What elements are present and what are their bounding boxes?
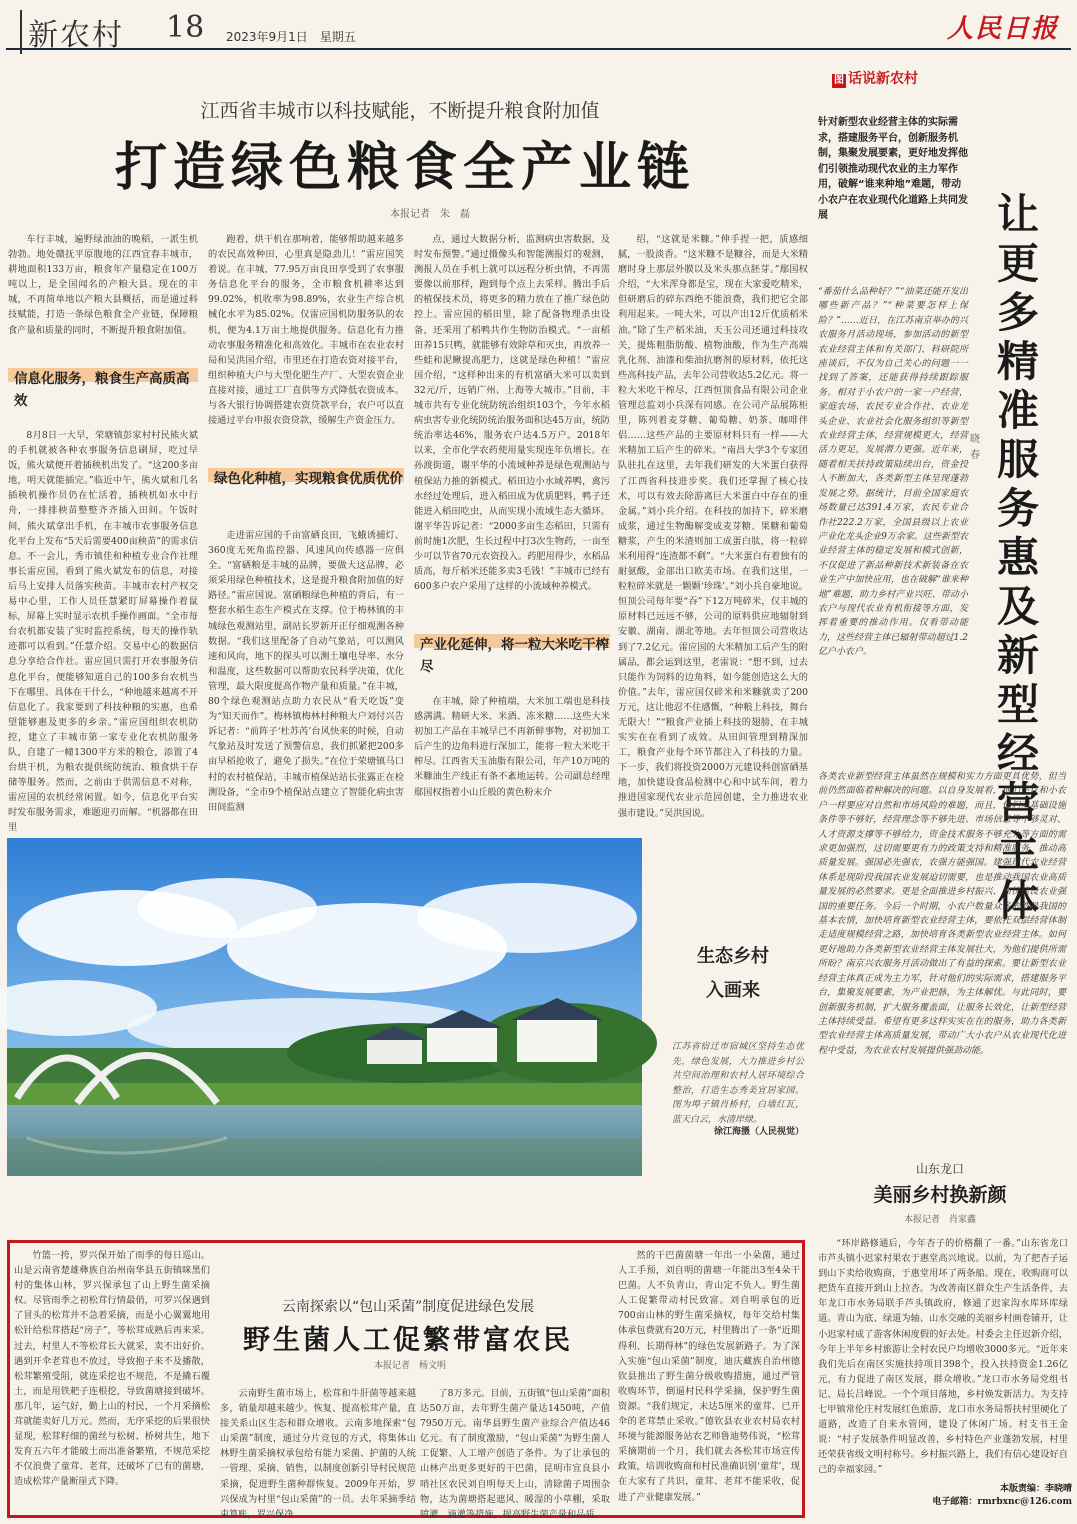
main-kicker: 江西省丰城市以科技赋能，不断提升粮食附加值 <box>200 100 600 122</box>
page-editor-info: 本版责编：李晓晴 电子邮箱：rmrbxnc@126.com <box>932 1484 1072 1507</box>
shandong-byline: 本报记者 肖家鑫 <box>903 1215 976 1225</box>
village-landscape-image <box>7 838 642 1176</box>
page-header <box>6 6 1071 53</box>
yunnan-title: 野生菌人工促繁带富农民 <box>243 1325 573 1356</box>
main-column-2b: 走进雷应国的千亩富硒良田，飞蛾诱捕灯、360度无死角监控器、风速风向传感器一应俱全。“富硒粮是丰城的品牌，要做大这品牌，必须采用绿色种植技术，这是提升粮食附加值的好路径。”雷应国说。富硒粮绿色种植的背后，有一整套水稻生态生产模式在支撑。位于梅林镇的丰城绿色观测站里，副站长罗新开正仔细观测各种数据。“我们这里配备了自动气象站，可以测风速和风向，地下的探头可以测土壤电导率、水分和温度，这些数据可以帮助农民科学决策，优化管理，最大限度提高作物产量和质量。”在丰城，80个绿色观测站点助力农民从“看天吃饭”变为“知天而作”。梅林镇梅林村种粮大户刘付兴告诉记者：“前阵子‘杜苏芮’台风快来的时候，自动气象站及时发送了预警信息，我们抓紧把200多亩早稻抢收了，避免了损失。”在位于荣塘镇马口村的农村植保站，丰城市植保站站长张露正在检测设备，“全市9个植保站点建立了智能化病虫害田间监测 <box>208 530 404 813</box>
main-column-3b: 在丰城，除了种植端，大米加工端也是科技感满满。精研大米、米酒、冻米糖……这些大米初加工产品在丰城早已不再新鲜事物，对初加工后产生的边角料进行深加工，能将一粒大米吃干榨尽。江西省天玉油脂有限公司，年产10万吨的米糠油生产线正有条不紊地运转。公司副总经理鄢国权指着小山丘般的黄色粉末介 <box>414 696 610 798</box>
yunnan-column-1: 竹篮一挎，罗兴保开始了雨季的每日巡山。山是云南省楚雄彝族自治州南华县五街镇咪黑们村的集体山林，罗兴保承包了山上野生菌采摘权。尽管雨季之初松茸行情最俏，可罗兴保遇到了冒头的松茸并不急着采摘，而是小心翼翼地用松针给松茸搭起“房子”，等松茸成熟后再来采。过去，村里人不等松茸长大就采，卖不出好价。遇到开伞老茸也不放过，导致抱子来不及播散，松茸繁殖受阻，就连采挖也不规范，不是撬石覆土，而是用铁耙子连根挖，导致菌塘接到破坏。那几年，运气好，勤上山的村民，一个月采摘松茸就能卖好几万元。然而，无序采挖的后果很快显现，松茸籽细的菌丝与松树、桥树共生，地下发育五六年才能破土而出准备繁殖，不规范采挖不仅浪费了童茸、老茸，还破坏了已有的菌塘，造成松茸产量断崖式下降。 <box>14 1250 210 1488</box>
yunnan-byline: 本报记者 杨文明 <box>373 1361 446 1371</box>
column-logo-icon: 图 <box>834 75 844 86</box>
shandong-location: 山东龙口 <box>915 1162 964 1176</box>
shandong-body: “环岸路修通后，今年杏子的价格翻了一番。”山东省龙口市芦头镇小迟家村果农于惠堂高兴地说。以前，为了把杏子运到山下卖给收购商，于惠堂用坏了两条船。现在，收购商可以把货车直接开到山上拉杏。为改善南区群众生产生活条件，去年龙口市水务局联手芦头镇政府，修通了迟家沟水库环库绿道。青山为底、绿道为轴、山水交融的美丽乡村画卷铺开，让小迟家村成了游客休闲度假的好去处。村委会主任迟新介绍，今年上半年乡村旅游让全村农民户均增收3000多元。“近年来我们先后在南区实施扶持项目398个，投入扶持资金1.26亿元，有力促进了南区发展，群众增收。”龙口市水务局党组书记、局长吕峰说。一个个项目落地，乡村焕发新活力。为支持七甲镇常伦庄村发展红色旅游，龙口市水务局帮扶村里硬化了道路，改造了自来水管网，建设了休闲广场。村支书王金说：“村子发展条件明显改善，乡村特色产业蓬勃发展，村里还荣获省级文明村称号。乡村振兴路上，我们有信心建设好自己的幸福家园。” <box>818 1238 1068 1476</box>
main-byline: 本报记者 朱 磊 <box>390 209 470 220</box>
sidebar-vertical-title: 让更多精准服务惠及新型经营主体 <box>996 190 1039 925</box>
main-column-2a: 跑着，烘干机在那响着，能够帮助越来越多的农民高效种田，心里真是隐劲儿！”雷应国笑着说。在丰城，77.95万亩良田享受到了农事服务信息化平台的服务，全市粮食机耕率达到99.02%，机收率为98.89%，农业生产综合机械化水平为85.02%。仅雷应国机防服务队的农机，便为4.1万亩土地提供服务。信息化有力推动农事服务精准化和高效化。丰城市在农业农村局和吴洪国介绍，市里还在打造农资对接平台，组织种植大户与大型化肥生产厂、大型农资企业直接对接，通过工厂直供等方式降低农资成本。与各大银行协调搭建农资贷款平台，农户可以直接通过平台申报农资贷款，缓解生产资金压力。 <box>208 234 404 427</box>
sidebar-body-1: “番茄什么品种好？”“油菜还能开发出哪些新产品？”“种菜要怎样上保险？”……近日，在江苏南京举办的兴农服务月活动现场，参加活动的新型农业经营主体和有关部门、科研院所座谈后，不仅为自己关心的问题一一找到了答案，还能获得持续跟踪服务。相对于小农户的一家一户经营，家庭农场、农民专业合作社、农业龙头企业、农业社会化服务组织等新型农业经营主体，经营规模更大，经营活力更足，发展潜力更强。近年来，随着相关扶持政策陆续出台，资金投入不断加大，各类新型主体呈现蓬勃发展之势。据统计，目前全国家庭农场数量已达391.4万家，农民专业合作社222.2万家，全国县级以上农业产业化龙头企业9万余家。这些新型农业经营主体的稳定发展和模式创新，不仅促进了新品种新技术新装备在农业生产中加快应用，也在破解“谁来种地”难题，助力乡村产业兴旺、带动小农户与现代农业有机衔接等方面，发挥着重要的推动作用。仅看带动能力，这些经营主体已辐射带动超过1.2亿户小农户。 <box>818 287 968 658</box>
yunnan-column-2: 云南野生菌市场上，松茸和牛肝菌等越来越多，销量却越来越少。恢复、提高松茸产量，直接关系山区生态和群众增收。云南多地探索“包山采菌”制度，通过分片竞包的方式，将集体山林野生菌采摘权承包给有能力采菌、护菌的人统一管理、采摘、销售，以制度创新引导村民规范采摘，促进野生菌种群恢复。2009年开始，罗兴保成为村里“包山采菌”的一员。去年采摘季结束算账，罗兴保净 <box>220 1388 416 1520</box>
main-column-3a: 点，通过大数据分析，监测病虫害数据，及时发布预警。”通过摄像头和智能测报灯的观测，测报人员在手机上就可以远程分析虫情，不再需要像以前那样，跑到每个点上去采样。腾出手后的植保技术员，将更多的精力放在了推广绿色防控上。雷应国的稻田里，除了配备物理杀虫设备，还采用了稻鸭共作生物防治模式。“一亩稻田养15只鸭，就能够有效除草和灭虫，再放养一些蛙和泥鳅提高肥力，这就是绿色种植！”雷应国介绍，“这样种出来的有机富硒大米可以卖到32元/斤，远销广州、上海等大城市。”目前，丰城市共有专业化统防统治组织103个，今年水稻病虫害专业化统防统治服务面积达45万亩，统防统治率达46%，服务农户达4.5万户。2018年以来，全市化学农药使用量实现连年负增长。在孙渡街道，谢平华的小流域种养是绿色观测站与植保站力推的新模式。稻田边小水域养鸭，禽污水经过处理后，进入稻田成为优质肥料，鸭子还能进入稻田吃虫，从而实现小流域生态大循环。谢平华告诉记者：“2000多亩生态稻田，只需有前时施1次肥，生长过程中打3次生物药，一亩至少可以节省70元农资投入。药肥用得少，水稻品质高，每斤稻米还能多卖3毛钱！”丰城市已经有600多户农户采用了这样的小流域种养模式。 <box>414 234 610 593</box>
masthead-logo: 人民日报 <box>946 14 1059 44</box>
main-column-4: 绍，“这就是米糠。”伸手捏一把，质感细腻，一股淡香。“这米糠不是糠谷，而是大米精磨时身上那层外膜以及米头那点胚芽。”鄢国权介绍，“大米浑身都是宝，现在大家爱吃精米，但研磨后的碎东西绝不能浪费，我们把它全部利用起来。一吨大米，可以产出12斤优质稻米油。”除了生产稻米油，天玉公司还通过科技攻关，提炼粗脂肪酸、植物油酸，作为生产高端乳化剂、油漆和柴油抗磨剂的原材料，依托这些高科技产品，去年公司营收达5.2亿元。将一粒大米吃干榨尽，江西恒顶食品有限公司企业管理总监刘小兵深有同感。在公司产品展陈柜里，陈列着麦芽糖、葡萄糖、奶茶、咖啡伴侣……这些产品的主要原材料只有一样——大米精加工后产生的碎米。“南昌大学3个专家团队驻扎在这里，去年我们研发的大米蛋白获得了江西省科技进步奖。我们还掌握了核心技术，可以有效去除游离巨大米蛋白中存在的重金属。”刘小兵介绍。在科技的加持下，碎米磨成浆，通过生物酶解变成麦芽糖、果糖和葡萄糖浆，产生的米渣则加工成蛋白肽，将一粒碎米利用得“连渣都不剩”。“大米蛋白有着独有的耐氨酸，金部出口欧美市场。在我们这里，一粒粒碎米就是一颗颗‘珍珠’。”刘小兵自豪地说。恒顶公司每年要“吞”下12万吨碎米，仅丰城的原材料已远远不够，公司的原料供应地辐射到安徽、湖南、湖北等地。去年恒顶公司营收达到了7.2亿元。雷应国的大米精加工后产生的附属品，都会运到这里，老雷说：“想不到，过去只能作为饲料的边角料，如今能创造这么大的价值。”去年，雷应国仅碎米和米糠就卖了200万元，这让他忍不住感慨，“种粮上科技，舞台无限大！”“粮食产业插上科技的翅膀，在丰城实实在在看到了成效。从田间管理到精深加工，粮食产业每个环节都注入了科技的力量。下一步，我们将投资2000万元建设科创富硒基地，加快建设食品检测中心和中试车间，着力推进国家现代农业示范园创建，全力推进农业强市建设。”吴洪国说。 <box>618 234 808 819</box>
shandong-title: 美丽乡村换新颜 <box>873 1184 1007 1206</box>
sidebar-author: 晓 春 <box>970 434 990 461</box>
photo-caption: 江苏省宿迁市宿城区坚持生态优先，绿色发展，大力推进乡村公共空间治理和农村人居环境综合整治，打造生态秀美宜居家园。图为埠子镇肖桥村，白墙红瓦，蓝天白云，水清岸绿。 <box>672 1042 804 1125</box>
village-photo <box>7 838 642 1176</box>
subhead-informatization: 信息化服务，粮食生产高质高效 <box>8 368 198 412</box>
sidebar-column-tag: 图 话说新农村 <box>834 71 918 87</box>
photo-credit: 徐江海摄（人民视觉） <box>713 1127 804 1137</box>
sidebar-intro: 针对新型农业经营主体的实际需求，搭建服务平台，创新服务机制，集聚发展要素，更好地发挥他们引领推动现代农业的主力军作用，破解“谁来种地”难题，带动小农户在农业现代化道路上共同发展 <box>818 117 968 221</box>
publication-date: 2023年9月1日 星期五 <box>226 30 356 44</box>
yunnan-column-3: 了8万多元。目前，五街镇“包山采菌”面积达50万亩，去年野生菌产量达1450吨，产值7950万元。南华县野生菌产业综合产值达46亿元。有了制度激励，“包山采菌”为野生菌人工促繁、人工增产创造了条件。为了让承包的山林产出更多更好的干巴菌，昆明市宜良县小哨社区农民刘自明每天上山，清除菌子周围杂物，达为菌塘搭起遮风、暖湿的小草棚，采取喷灌、滴灌等措施，提高野生菌产量和品质。 <box>420 1388 610 1520</box>
subhead-industry-extension: 产业化延伸，将一粒大米吃干榨尽 <box>414 634 610 678</box>
main-headline: 打造绿色粮食全产业链 <box>114 138 695 198</box>
yunnan-column-4: 然的干巴菌菌塘一年出一小朵菌，通过人工手预，刘自明的菌塘一年能出3至4朵干巴菌。人不负青山，青山定不负人。野生菌人工促繁带动村民致富。刘自明承包的近700亩山林的野生菌采摘权，每年交给村集体承包费就有20万元，村里腾出了一条“近期得利、长期得林”的绿色发展新路子。为了深入实施“包山采菌”制度，迪庆藏族自治州德钦县推出了野生菌分级收购措施，通过严管收购环节，倒逼村民科学采摘，保护野生菌资源。“我们规定，未达5厘米的童茸、已开伞的老茸禁止采收。”德钦县农业农村局农村环境与能源服务站农艺师鲁迪势伟说，“松茸采摘期前一个月，我们就去各松茸市场宣传政策，培训收购商和村民准确识别‘童茸’，现在大家有了共识，童茸、老茸不能采收，促进了产业健康发展。” <box>618 1250 800 1503</box>
yunnan-kicker: 云南探索以“包山采菌”制度促进绿色发展 <box>281 1299 535 1315</box>
main-column-1b: 8月8日一大早，荣塘镇彭家村村民熊火斌的手机就被各种农事服务信息刷屏，吃过早饭，熊火斌便开着插秧机出发了。“这200多亩地，明天就能插完。”临近中午，熊火斌和几名插秧机操作员仍在忙活着，插秧机如水中行舟，一排排秧苗整整齐齐插入田间。午饭时间，熊火斌拿出手机，在丰城市农事服务信息化平台上发布“5天后需要400亩秧苗”的需求信息。不一会儿，秀市镇佳和种植专业合作社理事长雷应国，看到了熊火斌发布的信息，对接后马上安排人员落实秧苗。丰城市农村产权交易中心里，工作人员任慧紧盯屏幕操作着鼠标，屏幕上实时显示农机手操作画面。“全市每台农机都安装了实时监控系统，每天的操作轨迹都可以看到。”任慧介绍。交易中心的数据信息分享给合作社。雷应国只需打开农事服务信息化平台，便能够知道自己的100多台农机当下在哪里、具体在干什么，“种地越来越离不开信息化了。我家要到了科技种粮的实惠，也希望能够惠及更多的乡亲。”雷应国组织农机防控，建立了丰城市第一家专业化农机防服务队，自建了一幢1300平方米的粮仓，添置了4台烘干机，为粮农提供统防统治、粮食烘干存储等服务。然而，之前由于供需信息不对称，雷应国的农机经常闲置。如今，信息化平台实时发布服务需求，难题迎刃而解。“机器都在田里 <box>8 430 198 834</box>
main-column-1a: 车行丰城，遍野绿油油的晚稻，一派生机勃勃。地处赣抚平原腹地的江西宜春丰城市，耕地面积133万亩，粮食年产量稳定在100万吨以上，是全国闻名的产粮大县。现在的丰城，不再简单地以产粮大县概括，而是通过科技赋能，打造一条绿色粮食全产业链，保障粮食产量和质量的同时，不断提升粮食附加值。 <box>8 234 198 336</box>
sidebar-body-2: 各类农业新型经营主体虽然在规模和实力方面更具优势，但当前仍然面临着种解决的问题。以自身发展看，他们不仅和小农户一样要应对自然和市场风险的难题，而且，他们对基础设施条件等不够好，经营理念等不够先进、市场信息等不够灵对、人才资源支撑等不够给力，资金技术服务不够充分等方面的需求更加强烈，这切需要更有力的政策支持和精准服务，推动高质量发展。强国必先强农，农强方能强国。建强现代农业经营体系是现阶段我国农业发展迫切需要，也是推动我国农业高质量发展的必然要求。更是全面推进乡村振兴、加快建设农业强国的重要任务。今后一个时期，小农户数量众多依然是我国的基本农情，加快培育新型农业经营主体，要依托双层经营体制走适度规模经营之路，加快培育各类新型农业经营主体。如何更好地助力各类新型农业经营主体发展壮大，为他们提供所需所盼？南京兴农服务月活动做出了有益的探索。要让新型农业经营主体真正成为主力军，针对他们的实际需求，搭建服务平台，集聚发展要素，为产业把脉，为主体解忧。与此同时，要创新服务机制，扩大服务覆盖面，让服务长效化，让新型经营主体持续受益。希望有更多这样实实在在的服务，助力各类新型农业经营主体高质量发展，带动广大小农户从农业现代化进程中受益，为农业农村发展提供强劲动能。 <box>818 772 1066 1056</box>
subhead-green-planting: 绿色化种植，实现粮食优质优价 <box>208 468 404 490</box>
photo-title: 生态乡村 入画来 <box>697 946 769 1001</box>
section-name: 新农村 <box>20 10 124 54</box>
page-number: 18 <box>166 10 205 45</box>
